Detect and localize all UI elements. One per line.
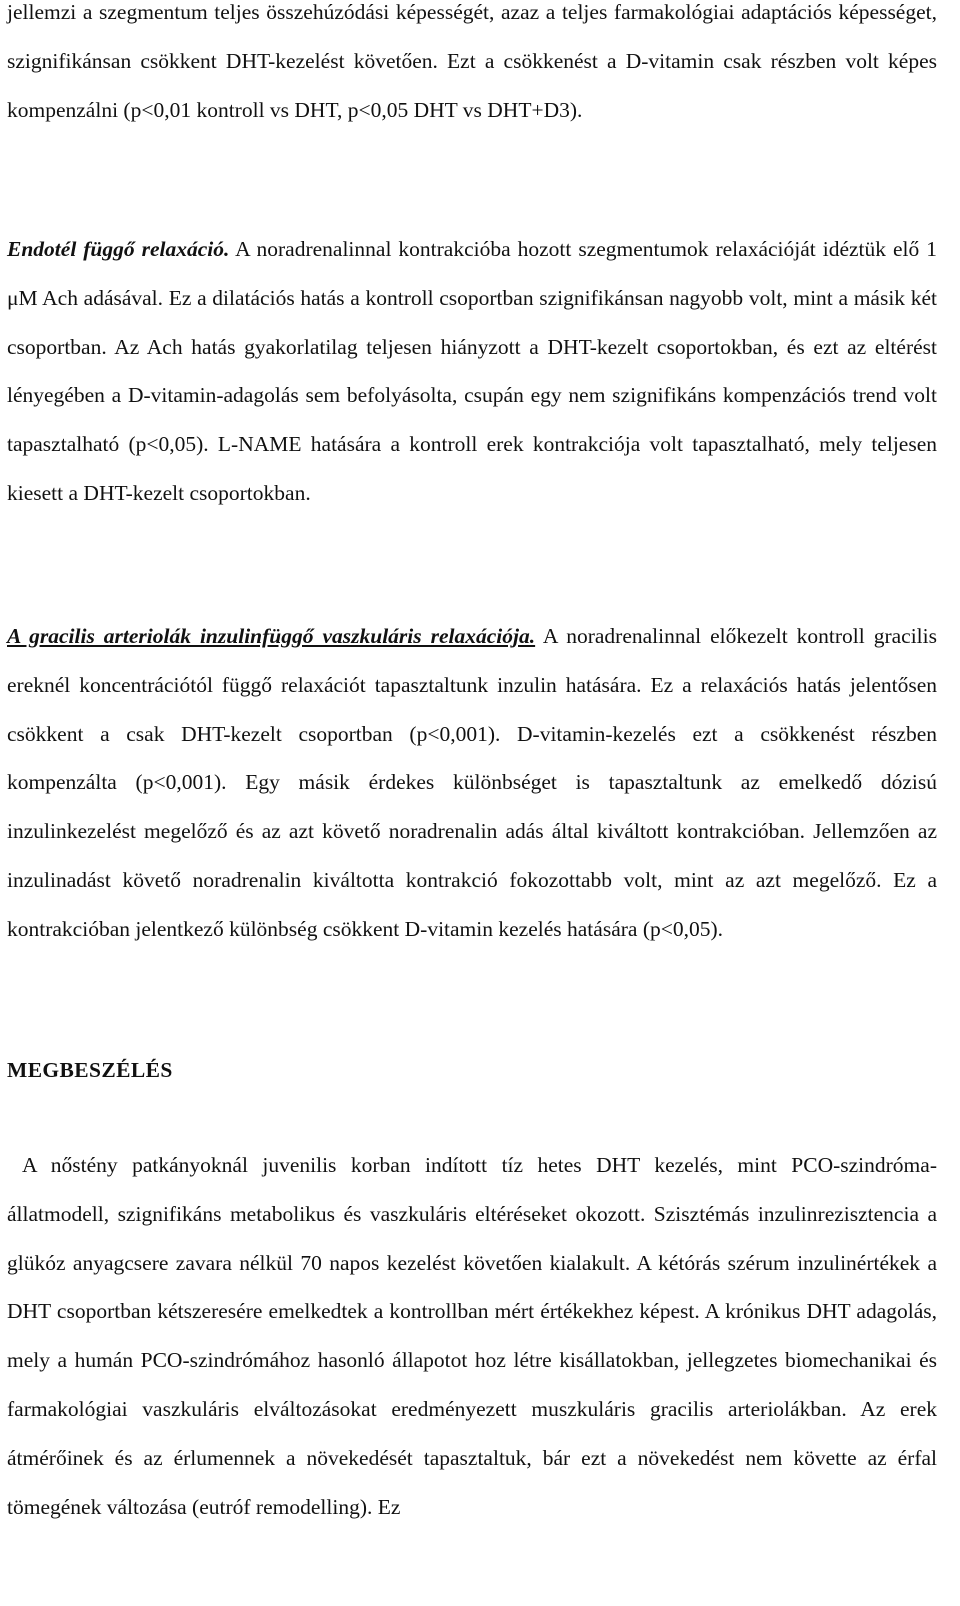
gracilis-paragraph xyxy=(7,612,937,954)
intro-paragraph-fragment: jellemzi a szegmentum teljes összehúzódási képességét, azaz a teljes farmakológiai adaptációs képességet, szignifikánsan csökkent DHT-kezelést követően. Ezt a csökkenést a D-vitamin csak részben volt képes kompenzálni (p<0,01 kontroll vs DHT, p<0,05 DHT vs DHT+D3). xyxy=(7,0,937,122)
endothel-paragraph xyxy=(7,225,937,518)
section-title: MEGBESZÉLÉS xyxy=(7,1058,173,1082)
gracilis-heading: A gracilis arteriolák inzulinfüggő vaszkuláris relaxációja. xyxy=(7,624,536,648)
endothel-heading: Endotél függő relaxáció. xyxy=(7,237,230,261)
endothel-body: A noradrenalinnal kontrakcióba hozott szegmentumok relaxációját idéztük elő 1 μM Ach adásával. Ez a dilatációs hatás a kontroll csoportban szignifikánsan nagyobb volt, mint a másik két csoportban. Az Ach hatás gyakorlatilag teljesen hiányzott a DHT-kezelt csoportokban, és ezt az eltérést lényegében a D-vitamin-adagolás sem befolyásolta, csupán egy nem szignifikáns kompenzációs trend volt tapasztalható (p<0,05). L-NAME hatására a kontroll erek kontrakciója volt tapasztalható, mely teljesen kiesett a DHT-kezelt csoportokban. xyxy=(7,237,937,505)
discussion-paragraph: A nőstény patkányoknál juvenilis korban indított tíz hetes DHT kezelés, mint PCO-szindróma-állatmodell, szignifikáns metabolikus és vaszkuláris eltéréseket okozott. Szisztémás inzulinrezisztencia a glükóz anyagcsere zavara nélkül 70 napos kezelést követően kialakult. A kétórás szérum inzulinértékek a DHT csoportban kétszeresére emelkedtek a kontrollban mért értékekhez képest. A krónikus DHT adagolás, mely a humán PCO-szindrómához hasonló állapotot hoz létre kisállatokban, jellegzetes biomechanikai és farmakológiai vaszkuláris elváltozásokat eredményezett muszkuláris gracilis arteriolákban. Az erek átmérőinek és az érlumennek a növekedését tapasztaltuk, bár ezt a növekedést nem követte az érfal tömegének változása (eutróf remodelling). Ez xyxy=(7,1153,937,1519)
gracilis-body: A noradrenalinnal előkezelt kontroll gracilis ereknél koncentrációtól függő relaxációt tapasztaltunk inzulin hatására. Ez a relaxációs hatás jelentősen csökkent a csak DHT-kezelt csoportban (p<0,001). D-vitamin-kezelés ezt a csökkenést részben kompenzálta (p<0,001). Egy másik érdekes különbséget is tapasztaltunk az emelkedő dózisú inzulinkezelést megelőző és az azt követő noradrenalin adás által kiváltott kontrakcióban. Jellemzően az inzulinadást követő noradrenalin kiváltotta kontrakció fokozottabb volt, mint az azt megelőző. Ez a kontrakcióban jelentkező különbség csökkent D-vitamin kezelés hatására (p<0,05). xyxy=(7,624,937,941)
